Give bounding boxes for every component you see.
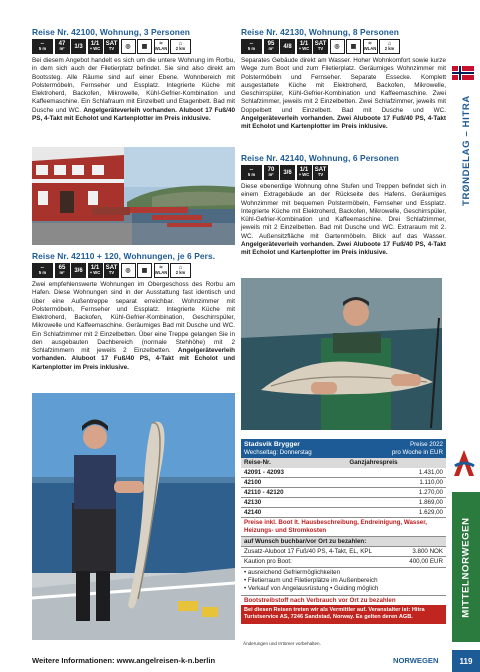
list-item: • Verkauf von Angelausrüstung • Guiding möglich (244, 585, 379, 593)
feature-icons (32, 263, 235, 278)
table-row: 42100 1.110,00 (241, 478, 446, 488)
fuel-note: Bootstreibstoff nach Verbrauch vor Ort zu bezahlen (241, 595, 446, 605)
wc-icon: 1/1 + WC (88, 263, 103, 278)
area-icon: 70 m² (264, 165, 279, 180)
feature-icons (32, 39, 235, 54)
feature-icons (241, 165, 446, 180)
dishwasher-icon: ▦ (137, 39, 152, 54)
wlan-icon: ≈ WLAN (363, 39, 378, 54)
list-item: • Filetierraum und Filetierplätze im Außenbereich (244, 576, 378, 584)
area-icon: 95 m² (264, 39, 279, 54)
distance-water-icon: ⇔ 5 m (32, 263, 53, 278)
features-list (241, 568, 446, 595)
footer-info: Weitere Informationen: www.angelreisen-k-n.berlin (32, 656, 216, 665)
shop-distance-icon: ⌂ 2 km (170, 39, 191, 54)
section-title: Reise Nr. 42130, Wohnung, 8 Personen (241, 27, 399, 37)
distance-water-icon: ⇔ 5 m (241, 39, 262, 54)
angler-fish-photo (241, 278, 442, 430)
section-title: Reise Nr. 42110 + 120, Wohnungen, je 6 Pers. (32, 251, 216, 261)
dishwasher-icon: ▦ (346, 39, 361, 54)
wc-icon: 1/1 + WC (297, 39, 312, 54)
column-trip-number: Reise-Nr. (244, 459, 271, 467)
tv-icon: SAT TV (313, 165, 328, 180)
change-day: Wechseltag: Donnerstag (244, 448, 312, 456)
region-label-bottom: MITTELNORWEGEN (460, 516, 472, 618)
rooms-icon: 4/8 (280, 39, 295, 54)
washing-machine-icon: ◎ (121, 263, 136, 278)
table-row: 42140 1.629,00 (241, 508, 446, 518)
section-text: Diese ebenerdige Wohnung ohne Stufen und Treppen befindet sich in einem Extragebäude an der Rückseite des Hafens. Geräumiges Wohnzimmer mit bequemen Polstermöbeln, Fernseher und Essplatz. Integrierte Küche mit Elektroherd, Backofen, Mikrowelle, Geschirrspüler, Kühl-Gefrier-Kombination und Kaffeemaschine. Drei Schlafzimmer, jeweils mit 2 Einzelbetten. Bad mit Dusche und WC. Extraraum mit 2. WC. Außensitzfläche mit Gartenmöbeln. Blick auf das Wasser. Angelgeräteverleih vorhanden. Zwei Aluboote 17 Fuß/40 PS, 4-Takt mit Echolot und Kartenplotter im Preis inklusive. (241, 183, 446, 256)
feature-icons (241, 39, 446, 54)
table-row: 42130 1.869,00 (241, 498, 446, 508)
disclaimer: Änderungen und Irrtümer vorbehalten. (243, 641, 321, 646)
footer-country: NORWEGEN (393, 656, 439, 665)
section-42100 (32, 27, 235, 123)
table-column-headers (241, 458, 446, 468)
distance-water-icon: ⇔ 5 m (241, 165, 262, 180)
price-inclusions: Preise inkl. Boot lt. Hausbeschreibung, Endreinigung, Wasser, Heizungs- und Stromkosten (241, 518, 446, 537)
section-42140 (241, 153, 446, 257)
shop-distance-icon: ⌂ 2 km (170, 263, 191, 278)
wc-icon: 1/1 + WC (297, 165, 312, 180)
norway-flag-icon (452, 66, 474, 80)
rooms-icon: 1/3 (71, 39, 86, 54)
tv-icon: SAT TV (104, 263, 119, 278)
tv-icon: SAT TV (104, 39, 119, 54)
table-row: 42091 - 42093 1.431,00 (241, 468, 446, 478)
table-row: 42110 - 42120 1.270,00 (241, 488, 446, 498)
wlan-icon: ≈ WLAN (154, 263, 169, 278)
publisher-logo-icon (452, 448, 476, 478)
dishwasher-icon: ▦ (137, 263, 152, 278)
organizer-note: Bei diesen Reisen treten wir als Vermittler auf. Veranstalter ist: Hitra Turistservice AS, 7246 Sandstad, Norway. Es gelten deren AGB. (241, 605, 446, 624)
extra-item: Kaution pro Boot: 400,00 EUR (241, 557, 446, 567)
extras-list (241, 547, 446, 567)
distance-water-icon: ⇔ 5 m (32, 39, 53, 54)
section-text: Separates Gebäude direkt am Wasser. Hoher Wohnkomfort sowie kurze Wege zum Boot und zum Filetierplatz. Geräumiges Wohnzimmer mit Polstermöbeln und Fernseher. Separate Essecke. Komplett ausgestattete Küche mit Elektroherd, Backofen, Mikrowelle, Geschirrspüler, Kühl-Gefrier-Kombination und Kaffeemaschine. Zwei Schlafzimmer, jeweils mit 2 Einzelbetten. Zwei Schlafzimmer, jeweils mit Doppelbett und Einzelbett. Bad mit Dusche und WC. Angelgeräteverleih vorhanden. Zwei Aluboote 17 Fuß/40 PS, 4-Takt mit Echolot und Kartenplotter im Preis inklusive. (241, 57, 446, 130)
rooms-icon: 3/6 (71, 263, 86, 278)
shop-distance-icon: ⌂ 2 km (379, 39, 400, 54)
price-table (241, 439, 446, 624)
area-icon: 47 m² (55, 39, 70, 54)
washing-machine-icon: ◎ (330, 39, 345, 54)
page-number: 119 (452, 650, 480, 672)
price-rows (241, 468, 446, 518)
section-42130 (241, 27, 446, 131)
harbour-houses-photo (32, 147, 235, 245)
section-title: Reise Nr. 42100, Wohnung, 3 Personen (32, 27, 190, 37)
section-text: Bei diesem Angebot handelt es sich um die untere Wohnung im Rorbu, in dem sich auch der Filetierplatz befindet. Sie sind also direkt am Bootssteg. Alle Räume sind auf einer Ebene. Wohnbereich mit Polstermöbeln, Fernseher und Essplatz. Integrierte Küche mit Elektroherd, Backofen, Mikrowelle, Kühl-Gefrier-Kombination und Kaffeemaschine. Ein Schlafraum mit Einzelbett und Etagenbett. Bad mit Dusche und WC. Angelgeräteverleih vorhanden. Aluboot 17 Fuß/40 PS, 4-Takt mit Echolot und Kartenplotter im Preis inklusive. (32, 57, 236, 122)
wlan-icon: ≈ WLAN (154, 39, 169, 54)
section-title: Reise Nr. 42140, Wohnung, 6 Personen (241, 153, 399, 163)
section-42110-120 (32, 251, 235, 372)
extra-item: Zusatz-Aluboot 17 Fuß/40 PS, 4-Takt, EL, KPL 3.800 NOK (241, 547, 446, 557)
rooms-icon: 3/6 (280, 165, 295, 180)
price-table-header (241, 439, 446, 458)
tv-icon: SAT TV (313, 39, 328, 54)
section-text: Zwei empfehlenswerte Wohnungen im Obergeschoss des Rorbu am Hafen. Diese Wohnungen sind in der Ausstattung fast identisch und über eine Außentreppe separat erreichbar. Wohnzimmer mit Polstermöbeln, Fernseher und Essplatz. Integrierte Küche mit Elektroherd, Backofen, Kühl-Gefrier-Kombination, Geschirrspüler, Mikrowelle und Kaffeemaschine. Geräumiges Bad mit Dusche und WC. Ein Schlafzimmer mit 2 Einzelbetten. Über eine Treppe gelangen Sie in den ausgebauten Dachbereich (normale Stehhöhe) mit 2 Schlafzimmern mit jeweils 2 Einzelbetten. Angelgeräteverleih vorhanden. Aluboot 17 Fuß/40 PS, 4-Takt mit Echolot und Kartenplotter im Preis inklusive. (32, 281, 235, 371)
price-year: Preise 2022 (409, 441, 443, 448)
list-item: • ausreichend Gefriermöglichkeiten (244, 568, 341, 576)
price-unit: pro Woche in EUR (391, 448, 443, 456)
property-name: Stadsvik Brygger (244, 441, 300, 448)
wc-icon: 1/1 + WC (88, 39, 103, 54)
column-year-price: Ganzjahrespreis (349, 459, 398, 467)
area-icon: 65 m² (55, 263, 70, 278)
angler-boat-photo (32, 393, 235, 640)
extras-heading: auf Wunsch buchbar/vor Ort zu bezahlen: (241, 537, 446, 547)
washing-machine-icon: ◎ (121, 39, 136, 54)
region-label-top: TRØNDELAG – HITRA (460, 94, 472, 206)
